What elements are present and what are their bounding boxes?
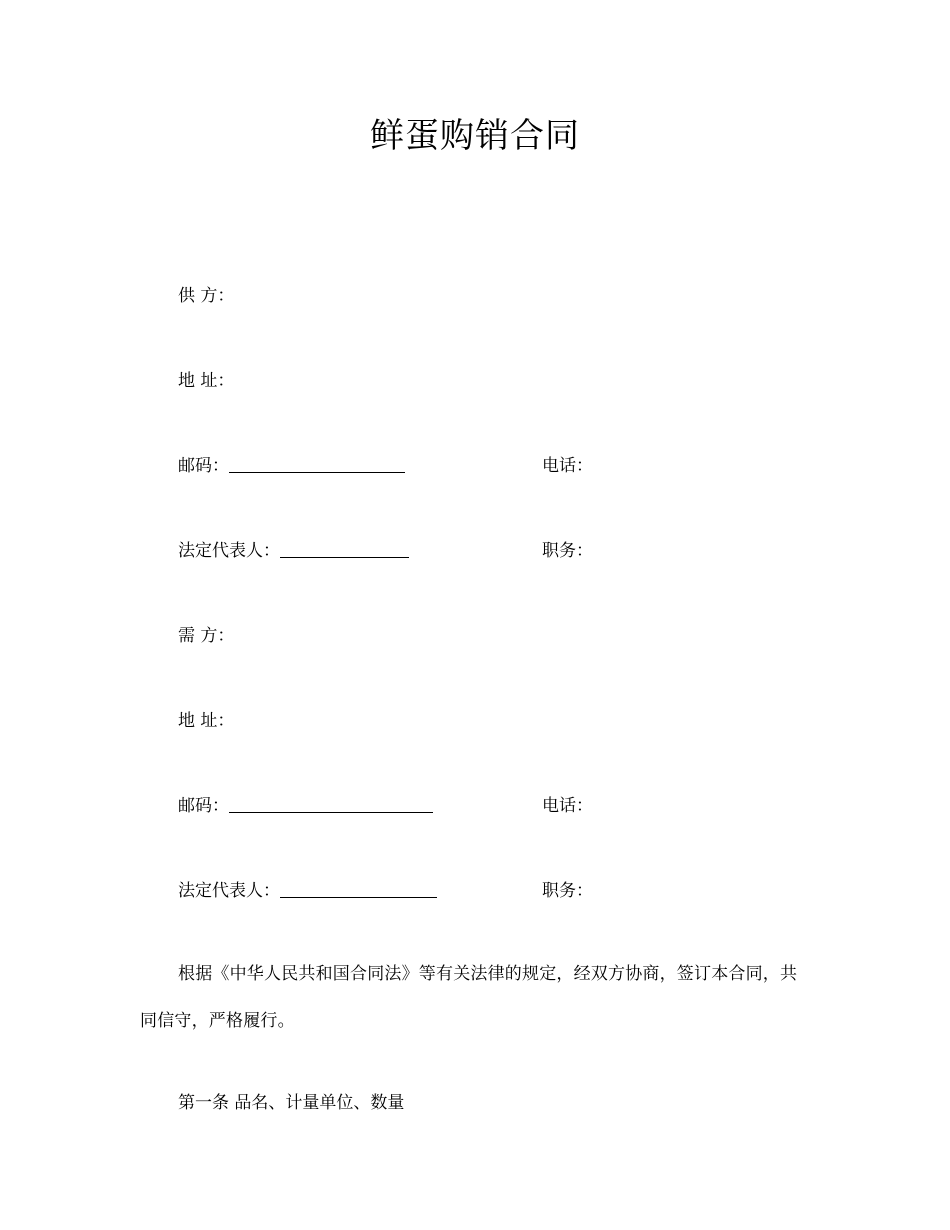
buyer-postcode-blank[interactable] xyxy=(229,795,433,813)
supplier-postcode-blank[interactable] xyxy=(229,455,405,473)
buyer-address-label: 地 址： xyxy=(178,711,235,731)
supplier-legal-rep-blank[interactable] xyxy=(280,540,409,558)
preamble-line-1: 根据《中华人民共和国合同法》等有关法律的规定，经双方协商，签订本合同，共 xyxy=(178,964,798,984)
buyer-postcode-row xyxy=(178,794,433,818)
supplier-address-label: 地 址： xyxy=(178,371,235,391)
buyer-phone-label: 电话： xyxy=(542,796,593,816)
supplier-phone-label: 电话： xyxy=(542,456,593,476)
supplier-postcode-label: 邮码： xyxy=(178,456,229,476)
supplier-legal-rep-label: 法定代表人： xyxy=(178,541,280,561)
buyer-legal-rep-label: 法定代表人： xyxy=(178,881,280,901)
buyer-party-label: 需 方： xyxy=(178,626,235,646)
supplier-postcode-row xyxy=(178,454,405,478)
buyer-postcode-label: 邮码： xyxy=(178,796,229,816)
preamble-line-2: 同信守，严格履行。 xyxy=(140,1011,295,1031)
document-title: 鲜蛋购销合同 xyxy=(370,116,580,156)
buyer-legal-rep-row xyxy=(178,879,437,903)
supplier-legal-rep-row xyxy=(178,539,409,563)
supplier-party-label: 供 方： xyxy=(178,286,235,306)
article-1-heading: 第一条 品名、计量单位、数量 xyxy=(178,1093,405,1113)
buyer-legal-rep-blank[interactable] xyxy=(280,880,437,898)
preamble-paragraph xyxy=(140,962,820,1033)
supplier-position-label: 职务： xyxy=(542,541,593,561)
buyer-position-label: 职务： xyxy=(542,881,593,901)
